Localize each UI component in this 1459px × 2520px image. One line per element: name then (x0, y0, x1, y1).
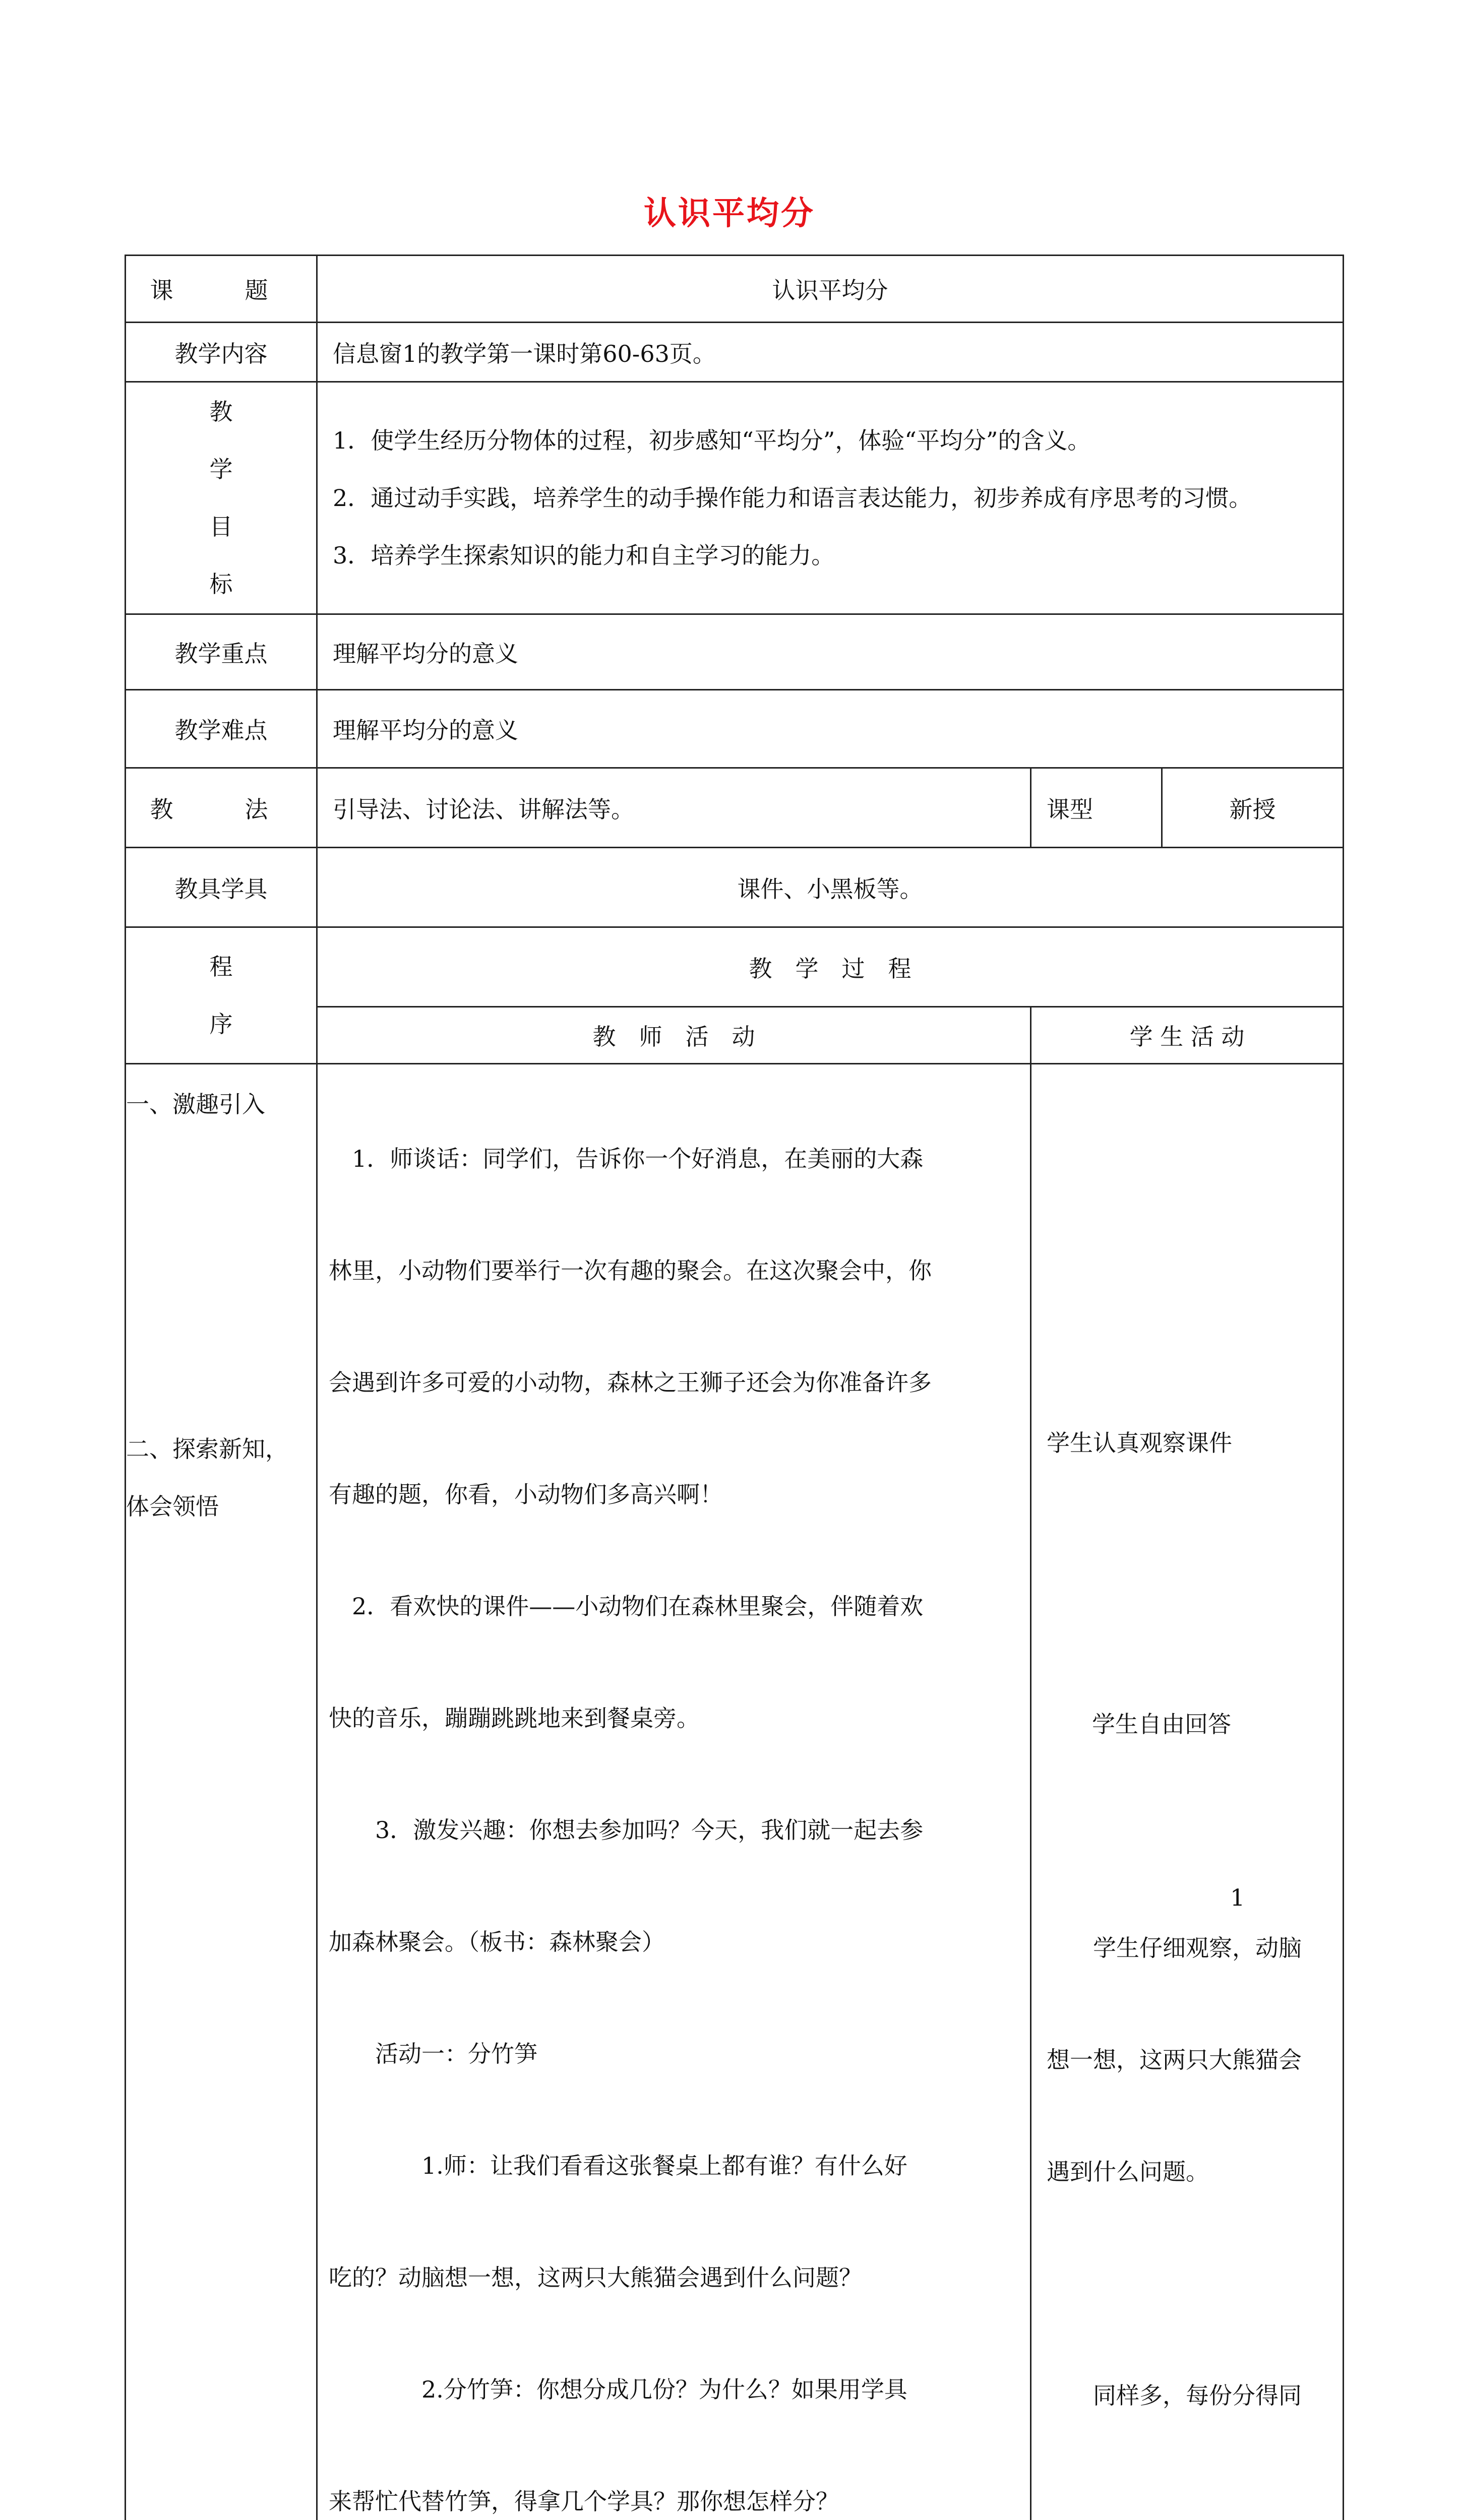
page-number: 1 (1230, 1884, 1245, 1911)
teacher-line: 有趣的题，你看，小动物们多高兴啊！ (318, 1466, 1030, 1523)
teacher-line: 加森林聚会。（板书：森林聚会） (318, 1913, 1030, 1971)
teacher-line: 快的音乐，蹦蹦跳跳地来到餐桌旁。 (318, 1689, 1030, 1747)
process-header: 教 学 过 程 (317, 927, 1344, 1007)
teacher-activity-header: 教 师 活 动 (317, 1007, 1031, 1064)
goal-item: 1．使学生经历分物体的过程，初步感知“平均分”，体验“平均分”的含义。 (318, 412, 1343, 469)
goal-item: 3．培养学生探索知识的能力和自主学习的能力。 (318, 527, 1343, 584)
row-method (126, 768, 1344, 848)
row-goals (126, 382, 1344, 614)
student-line: 学生认真观察课件 (1031, 1414, 1343, 1472)
teacher-line: 3．激发兴趣：你想去参加吗？今天，我们就一起去参 (318, 1801, 1030, 1859)
row-process-body (126, 1064, 1344, 2520)
section-title: 一、激趣引入 (126, 1076, 316, 1133)
method-value: 引导法、讨论法、讲解法等。 (317, 768, 1031, 848)
teacher-line: 2．看欢快的课件——小动物们在森林里聚会，伴随着欢 (318, 1578, 1030, 1635)
student-activity-header: 学 生 活 动 (1031, 1007, 1344, 1064)
lesson-type-value: 新授 (1162, 768, 1344, 848)
row-topic (126, 256, 1344, 323)
topic-label: 课 题 (126, 256, 317, 323)
difficulty-value: 理解平均分的意义 (317, 690, 1344, 768)
goals-list (317, 382, 1344, 614)
document-title: 认识平均分 (0, 187, 1459, 234)
student-activity-column (1031, 1064, 1344, 2520)
teacher-line: 林里，小动物们要举行一次有趣的聚会。在这次聚会中，你 (318, 1242, 1030, 1299)
goal-item: 2．通过动手实践，培养学生的动手操作能力和语言表达能力，初步养成有序思考的习惯。 (318, 469, 1343, 527)
student-line: 遇到什么问题。 (1031, 2143, 1343, 2200)
difficulty-label: 教学难点 (126, 690, 317, 768)
process-label: 程 序 (126, 927, 317, 1064)
teacher-line: 会遇到许多可爱的小动物，森林之王狮子还会为你准备许多 (318, 1354, 1030, 1411)
student-line: 学生自由回答 (1031, 1695, 1343, 1753)
student-line: 想一想，这两只大熊猫会 (1031, 2031, 1343, 2089)
teacher-line: 2.分竹笋：你想分成几份？为什么？如果用学具 (318, 2361, 1030, 2418)
section-title: 二、探索新知， (126, 1420, 316, 1478)
row-content (126, 323, 1344, 382)
goals-label: 教 学 目 标 (126, 382, 317, 614)
teacher-line: 来帮忙代替竹笋，得拿几个学具？那你想怎样分？ (318, 2473, 1030, 2520)
teacher-line: 活动一：分竹笋 (318, 2025, 1030, 2083)
row-tools (126, 848, 1344, 927)
content-label: 教学内容 (126, 323, 317, 382)
key-point-label: 教学重点 (126, 614, 317, 690)
teacher-line: 吃的？动脑想一想，这两只大熊猫会遇到什么问题？ (318, 2249, 1030, 2306)
key-point-value: 理解平均分的意义 (317, 614, 1344, 690)
content-value: 信息窗1的教学第一课时第60-63页。 (317, 323, 1344, 382)
tools-label: 教具学具 (126, 848, 317, 927)
lesson-plan-table (125, 255, 1344, 2520)
topic-value: 认识平均分 (317, 256, 1344, 323)
section-title-cont: 体会领悟 (126, 1478, 316, 1535)
section-column (126, 1064, 317, 2520)
student-line: 学生仔细观察，动脑 (1031, 1919, 1343, 1977)
row-key-point (126, 614, 1344, 690)
lesson-type-label: 课型 (1031, 768, 1162, 848)
tools-value: 课件、小黑板等。 (317, 848, 1344, 927)
student-line: 同样多，每份分得同 (1031, 2367, 1343, 2424)
teacher-activity-column (317, 1064, 1031, 2520)
teacher-line: 1．师谈话：同学们，告诉你一个好消息，在美丽的大森 (318, 1130, 1030, 1187)
row-process-header (126, 927, 1344, 1007)
teacher-line: 1.师：让我们看看这张餐桌上都有谁？有什么好 (318, 2137, 1030, 2194)
method-label: 教 法 (126, 768, 317, 848)
row-difficulty (126, 690, 1344, 768)
